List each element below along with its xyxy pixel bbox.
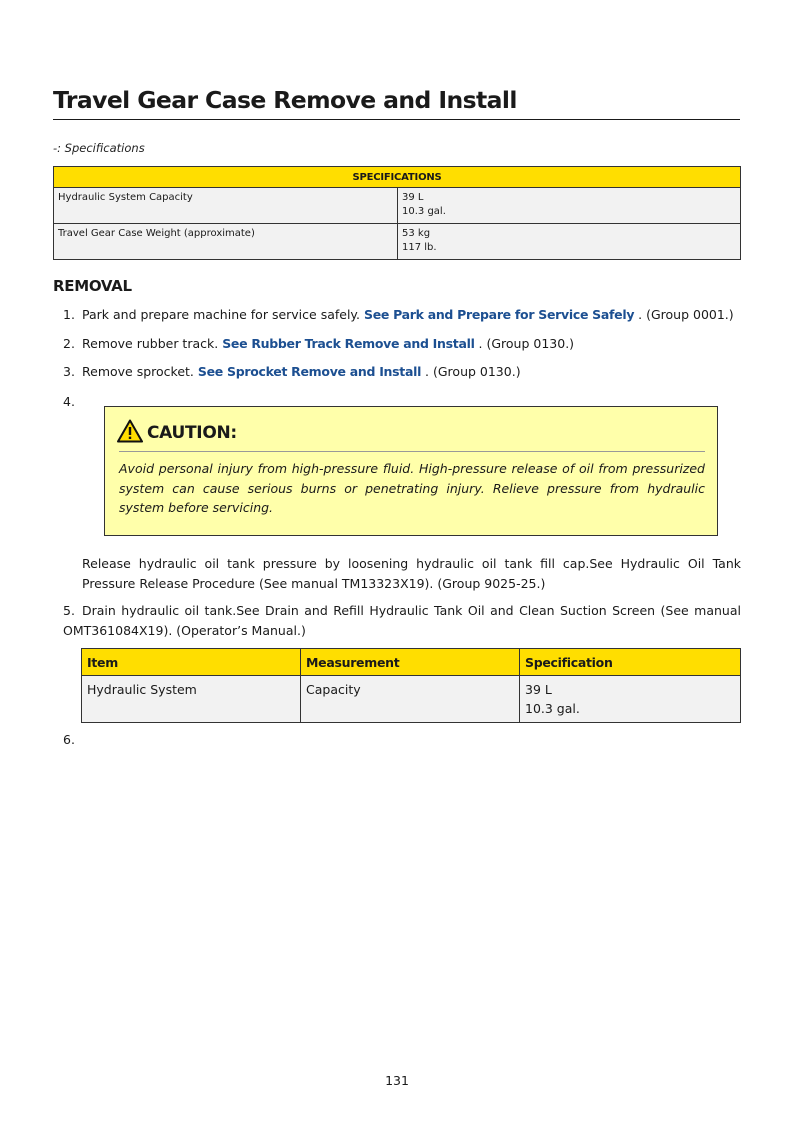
specifications-subtitle: -: Specifications xyxy=(53,141,145,155)
step-number: 1. xyxy=(63,307,75,322)
removal-heading: REMOVAL xyxy=(53,277,132,295)
sprocket-link[interactable]: See Sprocket Remove and Install xyxy=(197,364,422,379)
page-number: 131 xyxy=(385,1073,409,1088)
warning-triangle-icon xyxy=(117,419,143,447)
step-text: Remove sprocket. xyxy=(82,364,198,379)
park-and-prepare-link[interactable]: See Park and Prepare for Service Safely xyxy=(364,307,635,322)
step-5 xyxy=(63,601,741,640)
value-imperial: 117 lb. xyxy=(402,242,437,253)
value-metric: 53 kg xyxy=(402,228,431,239)
table-header-row xyxy=(82,649,741,676)
step-suffix: . (Group 0001.) xyxy=(634,307,734,322)
table-cell-item: Hydraulic System Capacity xyxy=(54,188,398,224)
specifications-table-header: SPECIFICATIONS xyxy=(54,167,741,188)
table-cell-value xyxy=(398,188,741,224)
step-3 xyxy=(63,364,521,379)
table-cell-specification xyxy=(520,676,741,723)
step-text: Park and prepare machine for service safely. xyxy=(82,307,364,322)
step-text: Drain hydraulic oil tank.See Drain and Refill Hydraulic Tank Oil and Clean Suction Screen (See manual OMT361084X19). (Operator’s Manual.) xyxy=(63,603,741,638)
table-row xyxy=(54,188,741,224)
step-2 xyxy=(63,336,574,351)
table-cell-item: Hydraulic System xyxy=(82,676,301,723)
specifications-table xyxy=(53,166,741,260)
measurement-table xyxy=(81,648,741,723)
spec-imperial: 10.3 gal. xyxy=(525,701,580,716)
page-title: Travel Gear Case Remove and Install xyxy=(53,86,740,120)
step-number: 3. xyxy=(63,364,75,379)
step-number: 5. xyxy=(63,603,75,618)
step-6 xyxy=(63,732,75,747)
caution-box xyxy=(104,406,718,536)
column-header-specification: Specification xyxy=(520,649,741,676)
column-header-measurement: Measurement xyxy=(301,649,520,676)
step-4-text: Release hydraulic oil tank pressure by loosening hydraulic oil tank fill cap.See Hydraulic Oil Tank Pressure Release Procedure (See manual TM13323X19). (Group 9025-25.) xyxy=(82,556,741,591)
step-suffix: . (Group 0130.) xyxy=(474,336,575,351)
table-row xyxy=(82,676,741,723)
spec-metric: 39 L xyxy=(525,682,552,697)
step-4 xyxy=(63,394,82,409)
caution-divider xyxy=(119,451,705,452)
column-header-item: Item xyxy=(82,649,301,676)
step-number: 6. xyxy=(63,732,75,747)
table-cell-item: Travel Gear Case Weight (approximate) xyxy=(54,224,398,260)
rubber-track-link[interactable]: See Rubber Track Remove and Install xyxy=(222,336,475,351)
caution-text: Avoid personal injury from high-pressure fluid. High-pressure release of oil from pressurized system can cause serious burns or penetrating injury. Relieve pressure from hydraulic system before servicing. xyxy=(119,461,705,515)
table-cell-value xyxy=(398,224,741,260)
caution-title: CAUTION: xyxy=(147,423,237,443)
step-suffix: . (Group 0130.) xyxy=(421,364,521,379)
step-number: 2. xyxy=(63,336,75,351)
caution-header xyxy=(117,419,237,447)
step-number: 4. xyxy=(63,394,75,409)
table-row xyxy=(54,224,741,260)
step-1 xyxy=(63,307,734,322)
value-imperial: 10.3 gal. xyxy=(402,206,446,217)
value-metric: 39 L xyxy=(402,192,424,203)
table-cell-measurement: Capacity xyxy=(301,676,520,723)
step-text: Remove rubber track. xyxy=(82,336,223,351)
